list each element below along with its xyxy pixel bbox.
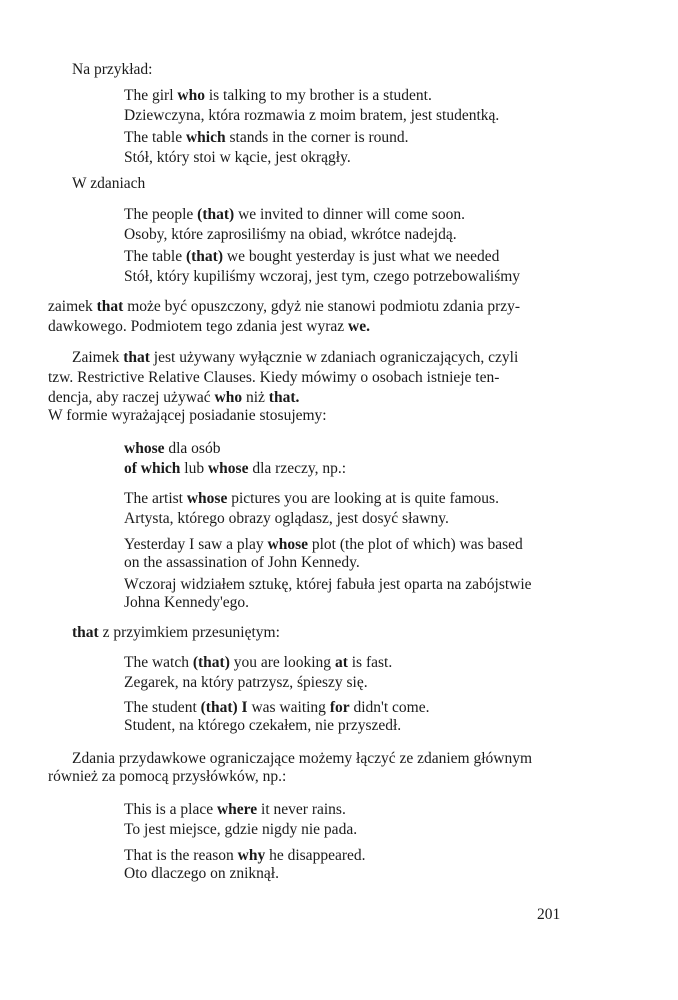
example-3-english-1: The artist whose pictures you are looking at is quite famous. — [124, 490, 499, 507]
example-1-english-1: The girl who is talking to my brother is a student. — [124, 87, 432, 104]
example-1-english-2: The table which stands in the corner is round. — [124, 129, 409, 146]
paragraph-2-line-3: dencja, aby raczej używać who niż that. — [48, 389, 300, 406]
paragraph-2-line-1: Zaimek that jest używany wyłącznie w zdaniach ograniczających, czyli — [72, 349, 519, 366]
example-4-english-2: The student (that) I was waiting for didn't come. — [124, 699, 430, 716]
example-1-polish-1: Dziewczyna, która rozmawia z moim bratem, jest studentką. — [124, 107, 500, 124]
example-2-english-1: The people (that) we invited to dinner will come soon. — [124, 206, 465, 223]
paragraph-2-line-2: tzw. Restrictive Relative Clauses. Kiedy mówimy o osobach istnieje ten- — [48, 369, 500, 386]
example-5-polish-1: To jest miejsce, gdzie nigdy nie pada. — [124, 821, 358, 838]
example-5-polish-2: Oto dlaczego on zniknął. — [124, 865, 279, 882]
example-4-polish-2: Student, na którego czekałem, nie przyszedł. — [124, 717, 402, 734]
example-3-english-2a: Yesterday I saw a play whose plot (the plot of which) was based — [124, 536, 523, 553]
example-3-polish-2b: Johna Kennedy'ego. — [124, 594, 250, 611]
paragraph-3-line-2: również za pomocą przysłówków, np.: — [48, 768, 287, 785]
paragraph-3-line-1: Zdania przydawkowe ograniczające możemy łączyć ze zdaniem głównym — [72, 750, 533, 767]
preposition-label: that z przyimkiem przesuniętym: — [72, 624, 280, 641]
example-3-polish-1: Artysta, którego obrazy oglądasz, jest dosyć sławny. — [124, 510, 449, 527]
example-5-english-1: This is a place where it never rains. — [124, 801, 346, 818]
paragraph-2-line-4: W formie wyrażającej posiadanie stosujemy: — [48, 407, 327, 424]
paragraph-1-line-2: dawkowego. Podmiotem tego zdania jest wyraz we. — [48, 318, 370, 335]
example-3-polish-2a: Wczoraj widziałem sztukę, której fabuła jest oparta na zabójstwie — [124, 576, 532, 593]
paragraph-1-line-1: zaimek that może być opuszczony, gdyż nie stanowi podmiotu zdania przy- — [48, 298, 521, 315]
example-2-polish-2: Stół, który kupiliśmy wczoraj, jest tym, czego potrzebowaliśmy — [124, 268, 521, 285]
example-4-polish-1: Zegarek, na który patrzysz, śpieszy się. — [124, 674, 368, 691]
example-2-english-2: The table (that) we bought yesterday is just what we needed — [124, 248, 500, 265]
page-number: 201 — [537, 906, 561, 923]
example-2-polish-1: Osoby, które zaprosiliśmy na obiad, wkrótce nadejdą. — [124, 226, 457, 243]
example-1-polish-2: Stół, który stoi w kącie, jest okrągły. — [124, 149, 351, 166]
intro-label: Na przykład: — [72, 61, 153, 78]
example-3-english-2b: on the assassination of John Kennedy. — [124, 554, 360, 571]
example-4-english-1: The watch (that) you are looking at is fast. — [124, 654, 393, 671]
example-5-english-2: That is the reason why he disappeared. — [124, 847, 366, 864]
possessive-line-1: whose dla osób — [124, 440, 221, 457]
in-sentences-label: W zdaniach — [72, 175, 146, 192]
possessive-line-2: of which lub whose dla rzeczy, np.: — [124, 460, 347, 477]
